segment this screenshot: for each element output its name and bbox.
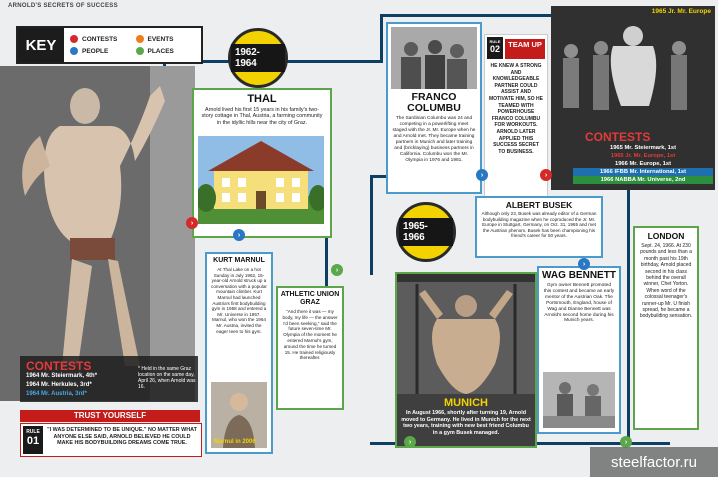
munich-panel xyxy=(395,272,537,448)
london-panel xyxy=(633,226,699,430)
rule-label: RULE xyxy=(26,429,40,435)
timeline-arrow-icon: › xyxy=(404,436,416,448)
thal-title: THAL xyxy=(247,93,277,105)
people-group-icon xyxy=(391,27,477,89)
wag-text: Gym owner Bennett promoted this contest and became an early mentor of the Austrian Oak. The Portsmouth, England, house of Wag and Dianne Bennett was Arnold's second home during his Munich years. xyxy=(543,283,615,324)
timeline-arrow-icon: › xyxy=(476,169,488,181)
key-label: KEY xyxy=(18,28,64,62)
kurt-marnul-panel xyxy=(205,252,273,454)
wag-title: WAG BENNETT xyxy=(542,270,616,281)
contest-footnote: * Held in the same Graz location on the same day, April 26, when Arnold was 16. xyxy=(138,366,196,390)
bodybuilder-silhouette-icon xyxy=(0,66,195,401)
timeline-pipe xyxy=(370,175,373,275)
athletic-text: "And there it was — my body, my life — the answer I'd been seeking," said the future seven-time Mr. Olympia of the moment he entered Marnul's gym, around the time he turned 15. He trained religiously thereafter. xyxy=(282,309,338,361)
key-item-label: PLACES xyxy=(147,47,174,55)
contest-line: 1964 Mr. Steiermark, 4th* xyxy=(26,373,98,379)
jr-mr-europe-photo xyxy=(551,6,715,190)
contest-line: 1966 NABBA Mr. Universe, 2nd xyxy=(573,176,713,184)
munich-title: MUNICH xyxy=(444,397,488,409)
key-item-places xyxy=(136,47,196,55)
contest-results-list xyxy=(573,144,713,184)
contests-color-dot xyxy=(70,35,78,43)
key-item-label: EVENTS xyxy=(147,35,174,43)
timeline-arrow-icon: › xyxy=(620,436,632,448)
key-grid xyxy=(64,28,201,62)
marnul-photo xyxy=(211,382,267,448)
rule-box xyxy=(20,423,202,457)
era-badge-1965-1966 xyxy=(396,202,456,262)
timeline-pipe xyxy=(380,14,560,17)
people-color-dot xyxy=(70,47,78,55)
gym-back-pose-icon xyxy=(397,274,535,394)
kurt-title: KURT MARNUL xyxy=(213,257,265,264)
franco-title: FRANCO COLUMBU xyxy=(407,91,461,114)
contest-line: 1965 Jr. Mr. Europe, 1st xyxy=(610,153,676,159)
era-label: 1962-1964 xyxy=(231,44,285,72)
rule-quote: "I WAS DETERMINED TO BE UNIQUE." NO MATTER WHAT ANYONE ELSE SAID, ARNOLD BELIEVED HE COULD MAKE HIS BODYBUILDING DREAMS COME TRUE. xyxy=(47,427,197,447)
team-up-banner: TEAM UP xyxy=(505,39,545,59)
places-color-dot xyxy=(136,47,144,55)
timeline-arrow-icon: › xyxy=(540,169,552,181)
timeline-arrow-icon: › xyxy=(233,229,245,241)
thal-panel xyxy=(192,88,332,238)
contest-line: 1966 IFBB Mr. International, 1st xyxy=(573,168,713,176)
events-color-dot xyxy=(136,35,144,43)
timeline-arrow-icon: › xyxy=(186,217,198,229)
running-title: ARNOLD'S SECRETS OF SUCCESS xyxy=(8,3,118,9)
watermark: steelfactor.ru xyxy=(590,447,718,477)
franco-text: The Sardinian Columbu was 24 and competing in a powerlifting meet staged with the Jr. Mr. Europe when he and Arnold met. They became training partners in Munich and later training and (bricklaying) business partners in California. Columbu won the Mr. Olympia in 1976 and 1981. xyxy=(392,116,476,163)
key-item-people xyxy=(70,47,130,55)
wag-bennett-photo xyxy=(543,372,615,428)
rule-badge xyxy=(23,426,43,454)
franco-columbu-panel xyxy=(386,22,482,194)
london-title: LONDON xyxy=(647,231,685,241)
london-text: Sept. 24, 1966. At 230 pounds and less than a month past his 19th birthday, Arnold placed second in his class behind the overall winner, Chet Yorton. When word of the colossal teenager's runner-up Mr. U finish spread, he became a bodybuilding sensation. xyxy=(639,243,693,320)
key-item-contests xyxy=(70,35,130,43)
photo-caption: 1965 Jr. Mr. Europe xyxy=(651,8,711,15)
timeline-pipe xyxy=(627,175,630,445)
era-badge-1962-1964 xyxy=(228,28,288,88)
team-up-text: HE KNEW A STRONG AND KNOWLEDGEABLE PARTNER COULD ASSIST AND MOTIVATE HIM, SO HE TEAMED WITH POWERHOUSE FRANCO COLUMBU FOR WORKOUTS. ARNOLD LATER APPLIED THIS SUCCESS SECRET TO BUSINESS. xyxy=(489,63,543,155)
contest-line: 1966 Mr. Europe, 1st xyxy=(614,161,672,167)
athletic-title: ATHLETIC UNION GRAZ xyxy=(280,291,340,306)
key-item-label: CONTESTS xyxy=(82,35,118,43)
arnold-flexing-photo xyxy=(0,66,195,401)
busek-text: Although only 23, Busek was already editor of a German bodybuilding magazine when he coproduced the Jr. Mr. Europe in Stuttgart, Germany, on Oct. 31, 1965 and met the Austrian phenom. Busek has been championing his friend's career for 50 years. xyxy=(481,211,597,239)
contests-title: CONTESTS xyxy=(585,130,651,144)
wag-bennett-panel xyxy=(537,266,621,434)
contest-line: 1964 Mr. Herkules, 3rd* xyxy=(26,382,92,388)
timeline-arrow-icon: › xyxy=(578,258,590,270)
marnul-caption: Marnul in 2006 xyxy=(214,439,256,445)
contest-line: 1965 Mr. Steiermark, 1st xyxy=(609,145,677,151)
kurt-text: At Thal Lake on a hot Sunday in July 1962, 15-year-old Arnold struck up a conversation with a popular mountain climber. Kurt Marnul had launched Austria's first bodybuilding gym in 1958 and entered a Mr. Universe in 1957. Marnul, who won the 1964 Mr. Austria, invited the eager teen to his gym. xyxy=(211,267,267,334)
contests-title: CONTESTS xyxy=(26,359,92,373)
rule-label: RULE xyxy=(489,39,501,44)
contest-line: 1964 Mr. Austria, 3rd* xyxy=(26,391,87,397)
thal-house-icon xyxy=(198,136,324,224)
legend-key xyxy=(16,26,203,64)
albert-busek-panel xyxy=(475,196,603,258)
rule-number: 01 xyxy=(26,435,40,447)
contests-box-left xyxy=(20,356,198,402)
people-seated-icon xyxy=(543,372,615,428)
munich-text: In August 1966, shortly after turning 19, Arnold moved to Germany. He lived in Munich for the next two years, training with new best friend Columbu in a gym Busek managed. xyxy=(401,410,531,436)
key-item-label: PEOPLE xyxy=(82,47,109,55)
era-label: 1965-1966 xyxy=(399,218,453,246)
timeline-pipe xyxy=(380,14,383,62)
team-up-rule-panel xyxy=(484,34,548,204)
timeline-arrow-icon: › xyxy=(331,264,343,276)
franco-photo xyxy=(391,27,477,89)
rule-number: 02 xyxy=(489,44,500,54)
rule-banner: TRUST YOURSELF xyxy=(20,410,200,422)
rule-badge xyxy=(487,37,503,59)
key-item-events xyxy=(136,35,196,43)
busek-title: ALBERT BUSEK xyxy=(505,200,573,210)
thal-text: Arnold lived his first 15 years in his family's two-story cottage in Thal, Austria, a farming community in the idyllic hills near the city of Graz. xyxy=(201,107,323,126)
athletic-union-graz-panel xyxy=(276,286,344,410)
contest-results-list xyxy=(26,372,97,399)
